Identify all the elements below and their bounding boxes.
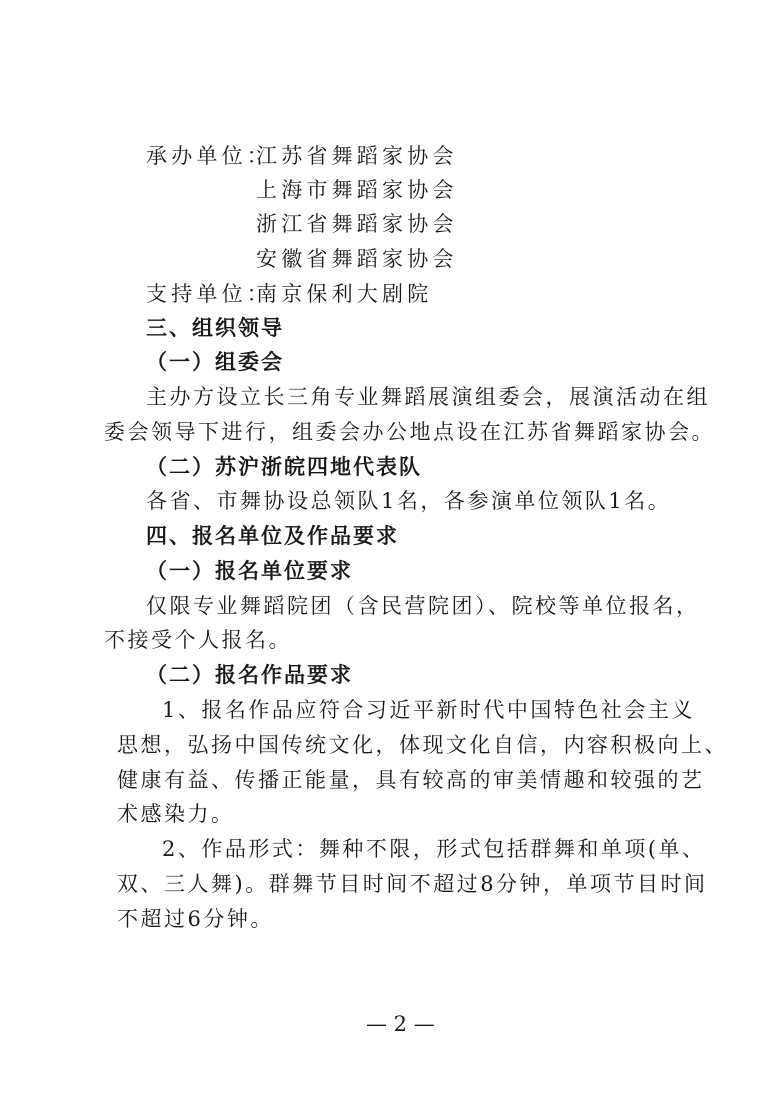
- section4-sub2-heading: （二）报名作品要求: [146, 663, 353, 687]
- section3-sub1-paragraph-line: 主办方设立长三角专业舞蹈展演组委会，展演活动在组: [146, 385, 710, 409]
- section3-sub1-paragraph-line: 委会领导下进行，组委会办公地点设在江苏省舞蹈家协会。: [104, 420, 715, 444]
- section3-heading: 三、组织领导: [146, 316, 284, 340]
- host-unit-anhui: 安徽省舞蹈家协会: [256, 247, 458, 271]
- item1-line: 术感染力。: [117, 802, 235, 826]
- page-number: — 2 —: [366, 1012, 435, 1036]
- host-unit-shanghai: 上海市舞蹈家协会: [256, 178, 458, 202]
- item1-line: 思想，弘扬中国传统文化，体现文化自信，内容积极向上、: [117, 733, 728, 757]
- item2-line: 不超过6分钟。: [117, 907, 274, 931]
- item2-line: 2、作品形式：舞种不限，形式包括群舞和单项(单、: [162, 837, 706, 861]
- item1-line: 健康有益、传播正能量，具有较高的审美情趣和较强的艺: [117, 768, 705, 792]
- section4-sub1-paragraph-line: 不接受个人报名。: [104, 628, 292, 652]
- support-unit: 南京保利大剧院: [256, 282, 433, 306]
- support-label: 支持单位：: [146, 282, 272, 306]
- section3-sub2-heading: （二）苏沪浙皖四地代表队: [146, 455, 422, 479]
- section4-sub1-paragraph-line: 仅限专业舞蹈院团（含民营院团）、院校等单位报名，: [146, 594, 700, 618]
- section4-heading: 四、报名单位及作品要求: [146, 524, 399, 548]
- host-label: 承办单位：: [146, 144, 272, 168]
- host-unit-zhejiang: 浙江省舞蹈家协会: [256, 212, 458, 236]
- section3-sub1-heading: （一）组委会: [146, 350, 284, 374]
- section4-sub1-heading: （一）报名单位要求: [146, 559, 353, 583]
- item1-line: 1、报名作品应符合习近平新时代中国特色社会主义: [162, 698, 695, 722]
- section3-sub2-paragraph: 各省、市舞协设总领队1名，各参演单位领队1名。: [146, 489, 672, 513]
- item2-line: 双、三人舞)。群舞节目时间不超过8分钟，单项节目时间: [117, 872, 708, 896]
- host-unit-jiangsu: 江苏省舞蹈家协会: [256, 144, 458, 168]
